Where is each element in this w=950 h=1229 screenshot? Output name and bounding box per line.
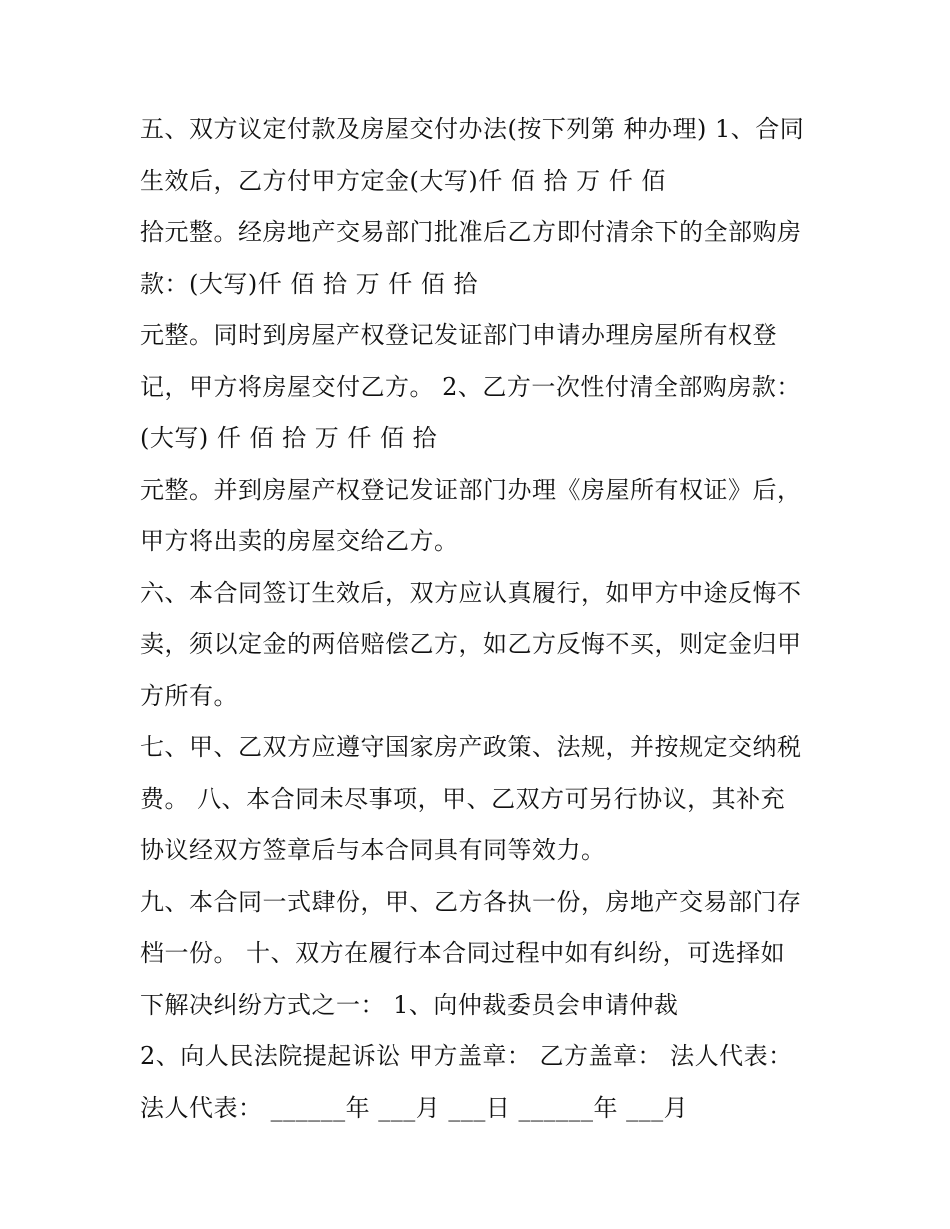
text-line: 拾元整。经房地产交易部门批准后乙方即付清余下的全部购房 [140, 218, 802, 246]
text-line: 生效后，乙方付甲方定金(大写)仟 佰 拾 万 仟 佰 [140, 166, 666, 195]
text-line: 元整。并到房屋产权登记发证部门办理《房屋所有权证》后， [140, 475, 802, 504]
text-line: 费。 八、本合同未尽事项，甲、乙双方可另行协议，其补充 [140, 784, 786, 813]
text-line: 五、双方议定付款及房屋交付办法(按下列第 种办理) 1、合同 [140, 115, 805, 143]
text-line: 协议经双方签章后与本合同具有同等效力。 [140, 836, 606, 864]
text-line: 2、向人民法院提起诉讼 甲方盖章： 乙方盖章： 法人代表： [140, 1042, 793, 1070]
text-line: 款：(大写)仟 佰 拾 万 仟 佰 拾 [140, 269, 478, 298]
text-line: 方所有。 [140, 681, 238, 710]
text-line: 元整。同时到房屋产权登记发证部门申请办理房屋所有权登 [140, 321, 777, 349]
text-line: 九、本合同一式肆份，甲、乙方各执一份，房地产交易部门存 [140, 887, 802, 916]
text-line: 记，甲方将房屋交付乙方。 2、乙方一次性付清全部购房款： [140, 372, 801, 401]
text-line: 七、甲、乙双方应遵守国家房产政策、法规，并按规定交纳税 [140, 733, 802, 761]
contract-text [140, 104, 820, 1134]
text-line: 甲方将出卖的房屋交给乙方。 [140, 527, 459, 555]
text-line: 法人代表： ______年 ___月 ___日 ______年 ___月 [140, 1093, 689, 1122]
text-line: 下解决纠纷方式之一： 1、向仲裁委员会申请仲裁 [140, 990, 679, 1019]
text-line: (大写) 仟 佰 拾 万 仟 佰 拾 [140, 424, 438, 452]
text-line: 卖，须以定金的两倍赔偿乙方，如乙方反悔不买，则定金归甲 [140, 630, 802, 658]
text-line: 档一份。 十、双方在履行本合同过程中如有纠纷，可选择如 [140, 939, 786, 967]
text-line: 六、本合同签订生效后，双方应认真履行，如甲方中途反悔不 [140, 578, 802, 607]
